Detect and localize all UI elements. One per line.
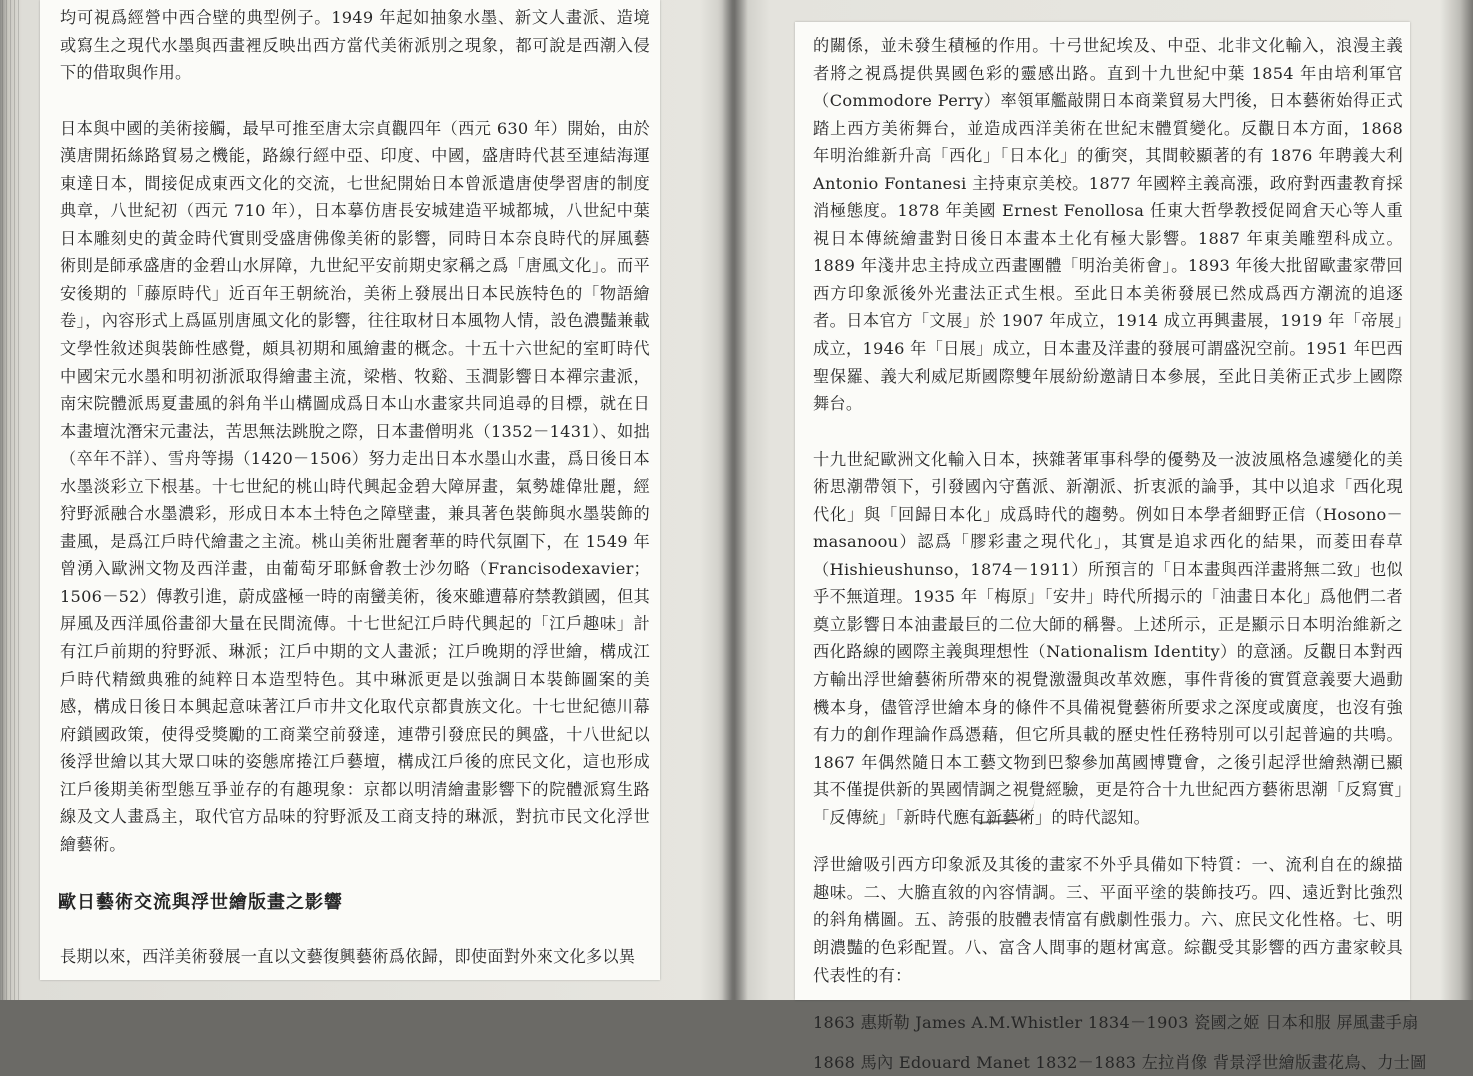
- section-heading: 歐日藝術交流與浮世繪版畫之影響: [58, 892, 343, 913]
- left-paragraph-1: 均可視爲經營中西合壁的典型例子。1949 年起如抽象水墨、新文人畫派、造境或寫生之現代水墨與西畫裡反映出西方當代美術派別之現象，都可說是西潮入侵下的借取與作用。: [60, 8, 650, 83]
- right-page: [795, 22, 1427, 1072]
- page-edges: [2, 0, 22, 1000]
- right-paragraph-2: 十九世紀歐洲文化輸入日本，挾雜著軍事科學的優勢及一波波風格急遽變化的美術思潮帶領下，引發國內守舊派、新潮派、折衷派的論爭，其中以追求「西化現代化」與「回歸日本化」成爲時代的趨勢。例如日本學者細野正信（Hosono－masanoou）認爲「膠彩畫之現代化」，其實是追求西化的結果，而菱田春草（Hishieushunso，1874－1911）所預言的「日本畫與西洋畫將無二致」也似乎不無道理。1935 年「梅原」「安井」時代所揭示的「油畫日本化」爲他們二者奠立影響日本油畫最巨的二位大師的稱譽。上述所示，正是顯示日本明治維新之西化路線的國際主義與理想性（Nationalism Identity）的意涵。反觀日本對西方輸出浮世繪藝術所帶來的視覺激盪與改革效應，事件背後的實質意義要大過動機本身，儘管浮世繪本身的條件不具備視覺藝術所要求之深度或廣度，也沒有強有力的創作理論作爲憑藉，但它所具載的歷史性任務特別可以引起普遍的共鳴。1867 年偶然隨日本工藝文物到巴黎參加萬國博覽會，之後引起浮世繪熱潮已顯其不僅提供新的異國情調之視覺經驗，更是符合十九世紀西方藝術思潮「反寫實」「反傳統」「新時代應有新藝術」的時代認知。: [813, 449, 1403, 827]
- right-text-column: [813, 32, 1427, 1076]
- left-page: [40, 0, 660, 980]
- right-paragraph-1: 的關係，並未發生積極的作用。十弓世紀埃及、中亞、北非文化輸入，浪漫主義者將之視爲提供異國色彩的靈感出路。直到十九世紀中葉 1854 年由培利軍官（Commodore Perry）率領軍艦敲開日本商業貿易大門後，日本藝術始得正式踏上西方美術舞台，並造成西洋美術在世紀末體質變化。反觀日本方面，1868 年明治維新升高「西化」「日本化」的衝突，其間較顯著的有 1876 年聘義大利 Antonio Fontanesi 主持東京美校。1877 年國粹主義高漲，政府對西畫教育採消極態度。1878 年美國 Ernest Fenollosa 任東大哲學教授促岡倉天心等人重視日本傳統繪畫對日後日本畫本土化有極大影響。1887 年東美雕塑科成立。1889 年淺井忠主持成立西畫團體「明治美術會」。1893 年後大批留歐畫家帶回西方印象派後外光畫法正式生根。至此日本美術發展已然成爲西方潮流的追逐者。日本官方「文展」於 1907 年成立，1914 成立再興畫展，1919 年「帝展」成立，1946 年「日展」成立，日本畫及洋畫的發展可謂盛況空前。1951 年巴西聖保羅、義大利威尼斯國際雙年展紛紛邀請日本參展，至此日美術正式步上國際舞台。: [813, 36, 1403, 414]
- left-text-column: [60, 4, 650, 858]
- works-item: 1868 馬內 Edouard Manet 1832－1883 左拉肖像 背景浮世繪版畫花鳥、力士圖: [813, 1052, 1427, 1072]
- book-gutter: [718, 0, 748, 1000]
- left-paragraph-3-start: 長期以來，西洋美術發展一直以文藝復興藝術爲依歸，即使面對外來文化多以異: [60, 947, 636, 966]
- left-paragraph-2: 日本與中國的美術接觸，最早可推至唐太宗貞觀四年（西元 630 年）開始，由於漢唐開拓絲路貿易之機能，路線行經中亞、印度、中國，盛唐時代甚至連結海運東達日本，間接促成東西文化的交流，七世紀開始日本曾派遣唐使學習唐的制度典章，八世紀初（西元 710 年），日本摹仿唐長安城建造平城都城，八世紀中葉日本雕刻史的黃金時代實則受盛唐佛像美術的影響，同時日本奈良時代的屏風藝術則是師承盛唐的金碧山水屏障，九世紀平安前期史家稱之爲「唐風文化」。而平安後期的「藤原時代」近百年王朝統治，美術上發展出日本民族特色的「物語繪卷」，內容形式上爲區別唐風文化的影響，往往取材日本風物人情，設色濃豔兼載文學性敘述與裝飾性感覺，頗具初期和風繪畫的概念。十五十六世紀的室町時代中國宋元水墨和明初浙派取得繪畫主流，梁楷、牧谿、玉澗影響日本禪宗畫派，南宋院體派馬夏畫風的斜角半山構圖成爲日本山水畫家共同追尋的目標，就在日本畫壇沈潛宋元畫法，苦思無法跳脫之際，日本畫僧明兆（1352－1431）、如拙（卒年不詳）、雪舟等揚（1420－1506）努力走出日本水墨山水畫，爲日後日本水墨淡彩立下根基。十七世紀的桃山時代興起金碧大障屏畫，氣勢雄偉壯麗，經狩野派融合水墨濃彩，形成日本本土特色之障壁畫，兼具著色裝飾與水墨裝飾的畫風，是爲江戶時代繪畫之主流。桃山美術壯麗奢華的時代氛圍下，在 1549 年曾湧入歐洲文物及西洋畫，由葡萄牙耶穌會教士沙勿略（Francisodexavier；1506－52）傳教引進，蔚成盛極一時的南蠻美術，後來雖遭幕府禁教鎖國，但其屏風及西洋風俗畫卻大量在民間流傳。十七世紀江戶時代興起的「江戶趣味」計有江戶前期的狩野派、琳派；江戶中期的文人畫派；江戶晚期的浮世繪，構成江戶時代精緻典雅的純粹日本造型特色。其中琳派更是以強調日本裝飾圖案的美感，構成日後日本興起意味著江戶市井文化取代京都貴族文化。十七世紀德川幕府鎖國政策，使得受獎勵的工商業空前發達，連帶引發庶民的興盛，十八世紀以後浮世繪以其大眾口味的姿態席捲江戶藝壇，構成江戶後的庶民文化，這也形成江戶後期美術型態互爭並存的有趣現象：京都以明清繪畫影響下的院體派寫生路線及文人畫爲主，取代官方品味的狩野派及工商支持的琳派，對抗市民文化浮世繪藝術。: [60, 118, 650, 854]
- right-paragraph-3: 浮世繪吸引西方印象派及其後的畫家不外乎具備如下特質：一、流利自在的線描趣味。二、大膽直敘的內容情調。三、平面平塗的裝飾技巧。四、遠近對比強烈的斜角構圖。五、誇張的肢體表情富有戲劇性張力。六、庶民文化性格。七、明朗濃豔的色彩配置。八、富含人間事的題材寓意。綜觀受其影響的西方畫家較具代表性的有：: [813, 855, 1403, 985]
- works-item: 1863 惠斯勒 James A.M.Whistler 1834－1903 瓷國之姬 日本和服 屏風畫手扇: [813, 1013, 1419, 1033]
- works-list: [813, 1009, 1427, 1076]
